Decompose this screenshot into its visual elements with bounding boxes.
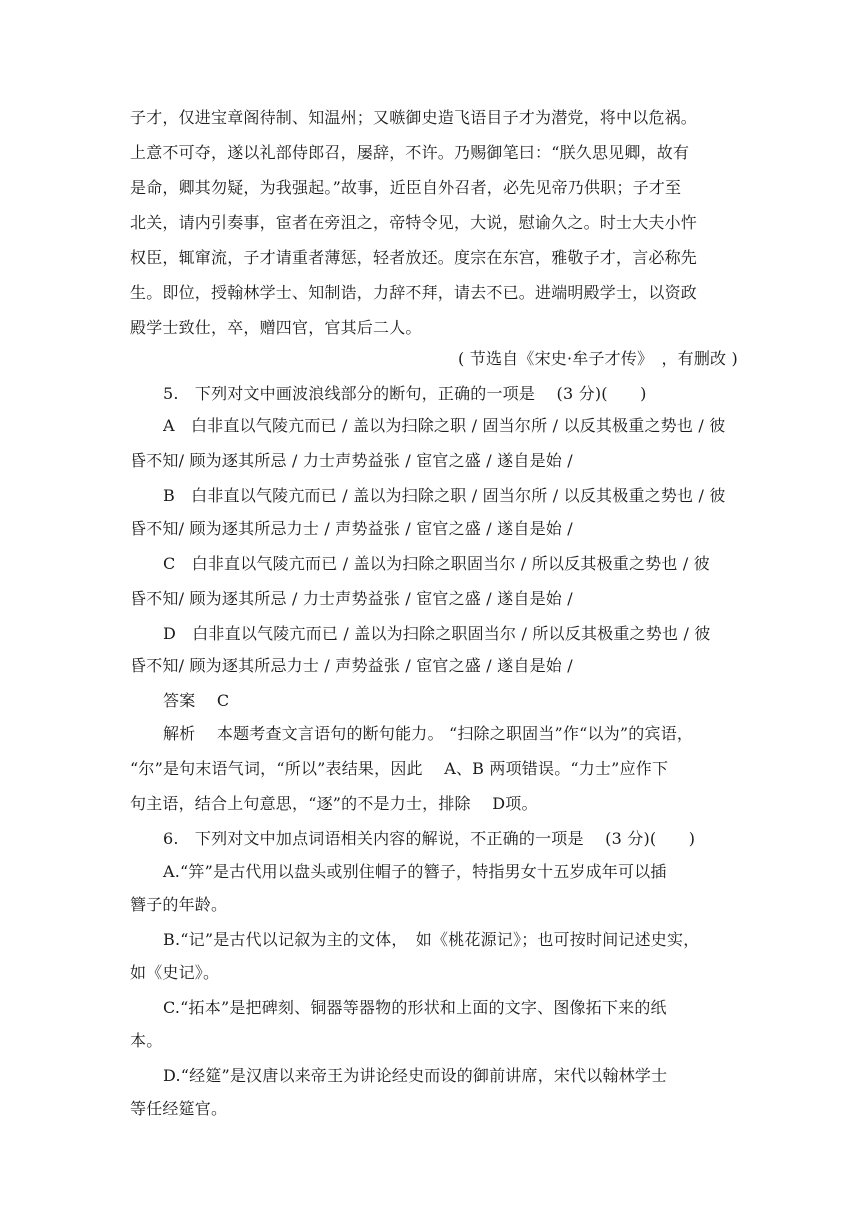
question-6-option-c-cont: 本。 [130, 1031, 163, 1050]
passage-line: 权臣，辄窜流，子才请重者薄惩，轻者放还。度宗在东宫，雅敬子才，言必称先 [130, 248, 698, 267]
question-5-option-c: C 白非直以气陵亢而已 / 盖以为扫除之职固当尔 / 所以反其极重之势也 / 彼 [163, 554, 710, 573]
question-5-option-a: A 白非直以气陵亢而已 / 盖以为扫除之职 / 固当尔所 / 以反其极重之势也 / 彼 [163, 416, 726, 435]
passage-line: 子才，仅进宝章阁待制、知温州；又嗾御史造飞语目子才为潜党，将中以危祸。 [130, 108, 698, 127]
question-5-stem: 5. 下列对文中画波浪线部分的断句，正确的一项是 (3 分)( ) [163, 384, 647, 403]
question-5-option-d: D 白非直以气陵亢而已 / 盖以为扫除之职固当尔 / 所以反其极重之势也 / 彼 [163, 624, 711, 643]
question-5-analysis-cont: “尔”是句末语气词，“所以”表结果，因此 A、B 两项错误。“力士”应作下 [130, 759, 669, 778]
passage-line: 上意不可夺，遂以礼部侍郎召，屡辞，不许。乃赐御笔曰：“朕久思见卿，故有 [130, 143, 690, 162]
question-6-option-b-cont: 如《史记》。 [130, 963, 220, 982]
question-5-option-c-cont: 昏不知/ 顾为逐其所忌 / 力士声势益张 / 宦官之盛 / 遂自是始 / [130, 589, 573, 608]
question-6-option-b: B.“记”是古代以记叙为主的文体， 如《桃花源记》；也可按时间记述史实， [163, 930, 700, 949]
question-5-analysis: 解析 本题考查文言语句的断句能力。 “扫除之职固当”作“以为”的宾语， [163, 724, 694, 743]
question-6-stem: 6. 下列对文中加点词语相关内容的解说，不正确的一项是 (3 分)( ) [163, 829, 696, 848]
passage-line: 殿学士致仕，卒，赠四官，官其后二人。 [130, 318, 422, 337]
question-6-option-d: D.“经筵”是汉唐以来帝王为讲论经史而设的御前讲席，宋代以翰林学士 [163, 1066, 668, 1085]
question-5-option-b-cont: 昏不知/ 顾为逐其所忌力士 / 声势益张 / 宦官之盛 / 遂自是始 / [130, 519, 573, 538]
question-6-option-a: A.“笄”是古代用以盘头或别住帽子的簪子，特指男女十五岁成年可以插 [163, 862, 667, 881]
passage-line: 是命，卿其勿疑，为我强起。”故事，近臣自外召者，必先见帝乃供职；子才至 [130, 178, 682, 197]
question-5-option-d-cont: 昏不知/ 顾为逐其所忌力士 / 声势益张 / 宦官之盛 / 遂自是始 / [130, 656, 573, 675]
question-5-option-a-cont: 昏不知/ 顾为逐其所忌 / 力士声势益张 / 宦官之盛 / 遂自是始 / [130, 451, 573, 470]
question-5-analysis-cont: 句主语，结合上句意思，“逐”的不是力士，排除 D项。 [130, 794, 538, 813]
question-6-option-d-cont: 等任经筵官。 [130, 1099, 228, 1118]
question-6-option-a-cont: 簪子的年龄。 [130, 895, 228, 914]
passage-line: 北关，请内引奏事，宦者在旁沮之，帝特令见，大说，慰谕久之。时士大夫小忤 [130, 213, 698, 232]
passage-source: ( 节选自《宋史·牟子才传》 ，有删改 ) [458, 349, 738, 368]
passage-line: 生。即位，授翰林学士、知制诰，力辞不拜，请去不已。进端明殿学士，以资政 [130, 283, 698, 302]
question-5-answer: 答案 C [163, 691, 230, 710]
question-5-option-b: B 白非直以气陵亢而已 / 盖以为扫除之职 / 固当尔所 / 以反其极重之势也 / 彼 [163, 486, 726, 505]
question-6-option-c: C.“拓本”是把碑刻、铜器等器物的形状和上面的文字、图像拓下来的纸 [163, 998, 667, 1017]
